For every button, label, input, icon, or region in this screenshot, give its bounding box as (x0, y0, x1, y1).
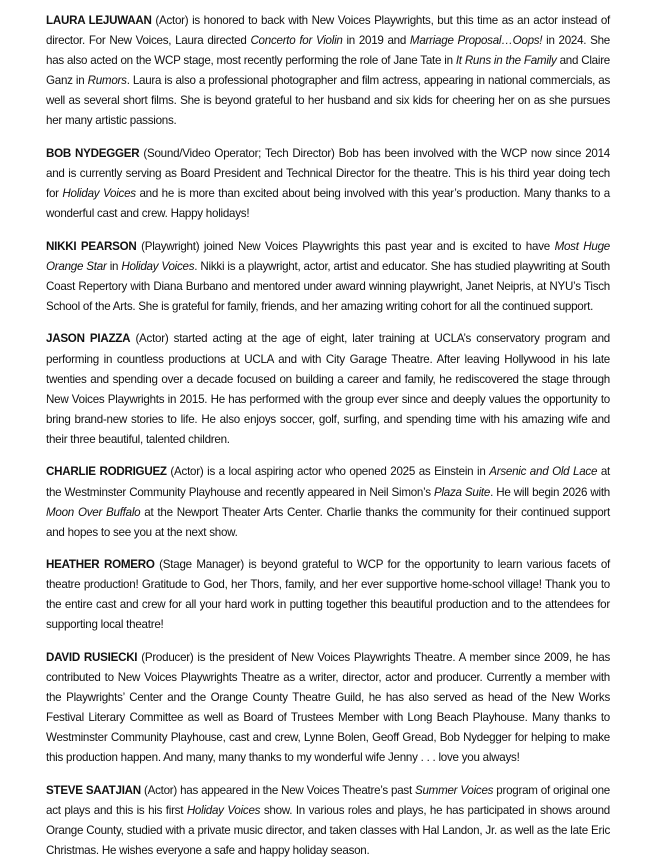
work-title: It Runs in the Family (455, 54, 557, 68)
bio-text-segment: in (106, 259, 122, 273)
bio-text (46, 332, 610, 445)
work-title: Moon Over Buffalo (46, 505, 141, 519)
work-title: Arsenic and Old Lace (489, 465, 598, 479)
bio-name: CHARLIE RODRIGUEZ (46, 465, 167, 479)
bio-text-segment: (Actor) started acting at the age of eight, later training at UCLA’s conservatory program and performing in countless productions at UCLA and with City Garage Theatre. After leaving Hollywood in his late twenties and spending over a decade focused on building a career and family, he rediscovered the stage through New Voices Playwrights in 2015. He has performed with the group ever since and deeply values the opportunity to bring brand-new stories to life. He also enjoys soccer, golf, surfing, and spending time with his amazing wife and their three beautiful, talented children. (46, 332, 611, 446)
bio-laura-lejuwaan (46, 11, 610, 132)
bio-name: JASON PIAZZA (46, 332, 131, 346)
bio-text-segment: (Actor) has appeared in the New Voices Theatre’s past (140, 783, 415, 797)
bio-name: STEVE SAATJIAN (46, 783, 141, 797)
work-title: Holiday Voices (62, 187, 136, 201)
bio-text-segment: at the Newport Theater Arts Center. Charlie thanks the community for their continued support and hopes to see you at the next show. (46, 505, 610, 539)
bio-text (46, 14, 610, 127)
bio-name: HEATHER ROMERO (46, 558, 155, 572)
bio-nikki-pearson (46, 237, 610, 317)
bio-text-segment: (Stage Manager) is beyond grateful to WCP for the opportunity to learn various facets of theatre production! Gratitude to God, her Thors, family, and her ever supportive home-school village! Thank you to the entire cast and crew for all your hard work in putting together this beautiful production and to the attendees for supporting local theatre! (46, 558, 610, 632)
work-title: Holiday Voices (121, 259, 195, 273)
bio-name: NIKKI PEARSON (46, 239, 137, 253)
bio-text-segment: . Nikki is a playwright, actor, artist and educator. She has studied playwriting at South Coast Repertory with Diana Burbano and mentored under award winning playwright, Janet Neipris, at NYU’s Tisch School of the Arts. She is grateful for family, friends, and her amazing writing cohort for all the continued support. (46, 259, 610, 313)
bio-heather-romero (46, 555, 610, 635)
bio-text-segment: (Playwright) joined New Voices Playwrights this past year and is excited to have (136, 239, 555, 253)
bio-text-segment: (Actor) is a local aspiring actor who opened 2025 as Einstein in (166, 465, 490, 479)
bio-name: BOB NYDEGGER (46, 146, 140, 160)
bio-text-segment: (Actor) is honored to back with New Voices Playwrights, but this time as an actor instead of director. For New Voices, Laura directed (46, 14, 610, 48)
bio-text-segment: in 2024. She has also acted on the WCP stage, most recently performing the role of Jane Tate in (46, 34, 610, 68)
bio-text-segment: show. In various roles and plays, he has participated in shows around Orange County, studied with a private music director, and taken classes with Hal Landon, Jr. as well as the late Eric Christmas. He wishes everyone a safe and happy holiday season. (46, 804, 610, 858)
bio-text (46, 651, 610, 764)
bio-text-segment: . Laura is also a professional photographer and film actress, appearing in national commercials, as well as several short films. She is beyond grateful to her husband and six kids for cheering her on as she pursues her many artistic passions. (46, 74, 610, 128)
bio-text-segment: (Sound/Video Operator; Tech Director) Bob has been involved with the WCP now since 2014 and is currently serving as Board President and Technical Director for the theatre. This is his third year doing tech for (46, 146, 610, 201)
bio-bob-nydegger (46, 144, 610, 224)
bio-name: LAURA LEJUWAAN (46, 14, 152, 27)
work-title: Holiday Voices (186, 804, 261, 818)
bio-text-segment: . He will begin 2026 with (490, 485, 610, 499)
work-title: Concerto for Violin (250, 34, 343, 48)
bio-text-segment: program of original one act plays and this is his first (46, 783, 610, 818)
bio-text-segment: (Producer) is the president of New Voices Playwrights Theatre. A member since 2009, he has contributed to New Voices Playwrights Theatre as a writer, director, actor and producer. Currently a member with the Playwrights’ Center and the Orange County Theatre Guild, he has also served as head of the New Works Festival Literary Committee as well as Board of Trustees Member with Long Beach Playhouse. Many thanks to Westminster Community Playhouse, cast and crew, Lynne Bolen, Geoff Gread, Bob Nydegger for helping to make this production happen. And many, many thanks to my wonderful wife Jenny . . . love you always! (46, 650, 610, 765)
work-title: Marriage Proposal…Oops! (409, 34, 543, 48)
bio-charlie-rodriguez (46, 462, 610, 542)
work-title: Summer Voices (414, 783, 494, 797)
bio-name: DAVID RUSIECKI (46, 650, 138, 664)
bio-jason-piazza (46, 329, 610, 450)
bio-text-segment: and Claire Ganz in (46, 54, 611, 88)
bio-david-rusiecki (46, 648, 610, 769)
work-title: Most Huge Orange Star (46, 239, 611, 273)
bio-text-segment: and he is more than excited about being involved with this year’s production. Many thanks to a wonderful cast and crew. Happy holidays! (46, 187, 610, 221)
bio-text-segment: in 2019 and (342, 34, 410, 48)
bio-text-segment: at the Westminster Community Playhouse and recently appeared in Neil Simon’s (46, 465, 611, 499)
work-title: Plaza Suite (433, 485, 491, 499)
work-title: Rumors (87, 74, 127, 88)
bio-steve-saatjian (46, 781, 610, 861)
